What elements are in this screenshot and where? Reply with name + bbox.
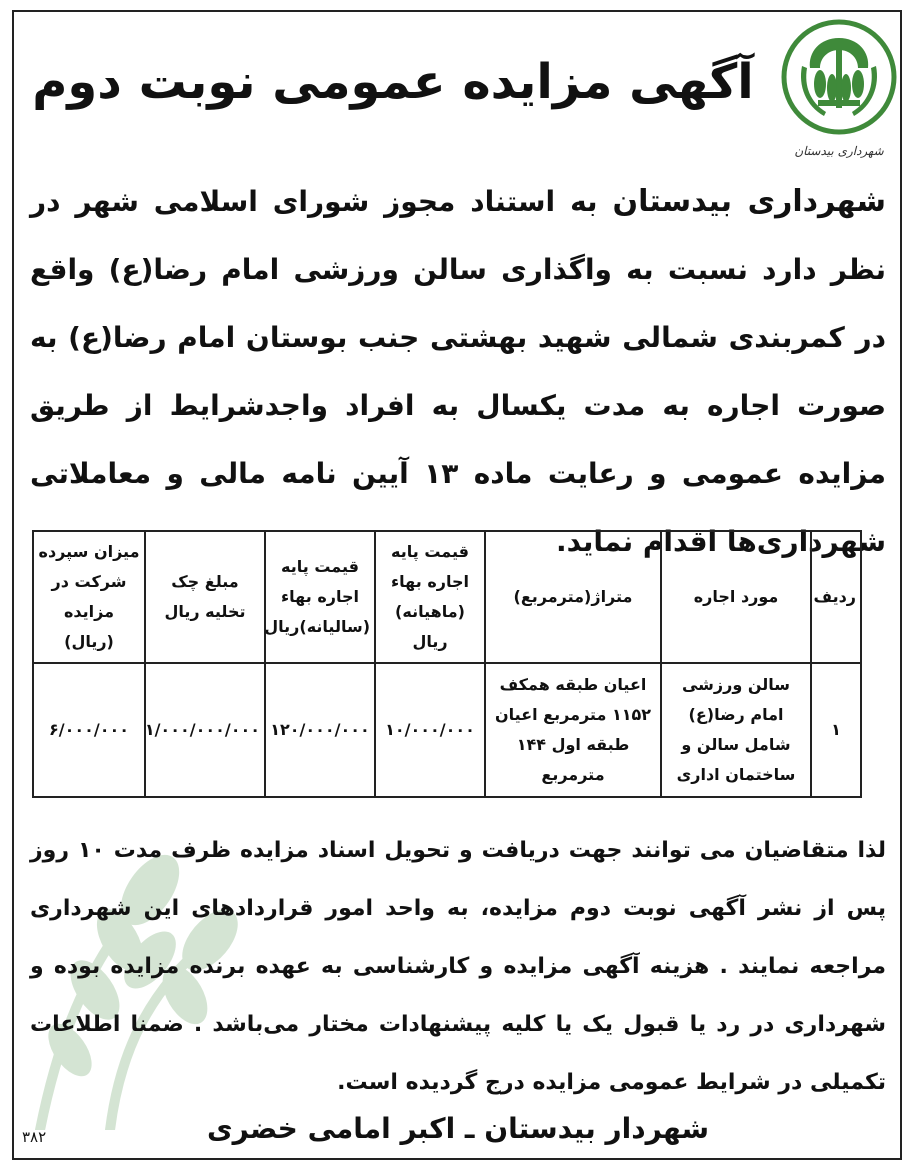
header-eviction-check: مبلغ چک تخلیه ریال <box>145 531 265 663</box>
intro-text: به استناد مجوز شورای اسلامی شهر در نظر دارد نسبت به واگذاری سالن ورزشی امام رضا(ع) واقع در کمربندی شمالی شهید بهشتی جنب بوستان امام رضا(ع) به صورت اجاره به مدت یکسال به افراد واجدشرایط از طریق مزایده عمومی و رعایت ماده ۱۳ آیین نامه مالی و معاملاتی شهرداری‌ها اقدام نماید. <box>30 185 886 558</box>
header-lease-item: مورد اجاره <box>661 531 811 663</box>
org-name: شهرداری بیدستان <box>612 184 886 219</box>
cell-lease-item: سالن ورزشی امام رضا(ع) شامل سالن و ساختمان اداری <box>661 663 811 797</box>
header-yearly-price: قیمت پایه اجاره بهاء (سالیانه)ریال <box>265 531 375 663</box>
body-paragraph: لذا متقاضیان می توانند جهت دریافت و تحویل اسناد مزایده ظرف مدت ۱۰ روز پس از نشر آگهی نوبت دوم مزایده، به واحد امور قراردادهای این شهرداری مراجعه نمایند . هزینه آگهی مزایده و کارشناسی به عهده برنده مزایده بوده و شهرداری در رد یا قبول یک یا کلیه پیشنهادات مختار می‌باشد . ضمنا اطلاعات تکمیلی در شرایط عمومی مزایده درج گردیده است. <box>30 838 887 1095</box>
cell-eviction-check: ۱/۰۰۰/۰۰۰/۰۰۰ <box>145 663 265 797</box>
cell-monthly-price: ۱۰/۰۰۰/۰۰۰ <box>375 663 485 797</box>
municipality-emblem-icon <box>780 18 898 136</box>
auction-table <box>32 530 862 798</box>
logo-caption: شهرداری بیدستان <box>794 144 884 158</box>
municipality-logo <box>780 18 898 158</box>
header-area: متراژ(مترمربع) <box>485 531 661 663</box>
notice-title: آگهی مزایده عمومی نوبت دوم <box>32 54 754 110</box>
header-monthly-price: قیمت پایه اجاره بهاء (ماهیانه) ریال <box>375 531 485 663</box>
intro-paragraph <box>30 168 886 576</box>
cell-deposit: ۶/۰۰۰/۰۰۰ <box>33 663 145 797</box>
cell-row-number: ۱ <box>811 663 861 797</box>
reference-number: ۳۸۲ <box>22 1128 47 1146</box>
header-row-number: ردیف <box>811 531 861 663</box>
cell-yearly-price: ۱۲۰/۰۰۰/۰۰۰ <box>265 663 375 797</box>
table-header-row <box>33 531 861 663</box>
header-deposit: میزان سپرده شرکت در مزایده (ریال) <box>33 531 145 663</box>
table-row <box>33 663 861 797</box>
cell-area: اعیان طبقه همکف ۱۱۵۲ مترمربع اعیان طبقه اول ۱۴۴ مترمربع <box>485 663 661 797</box>
auction-table-wrapper <box>32 530 860 798</box>
signature: شهردار بیدستان ـ اکبر امامی خضری <box>206 1112 710 1145</box>
